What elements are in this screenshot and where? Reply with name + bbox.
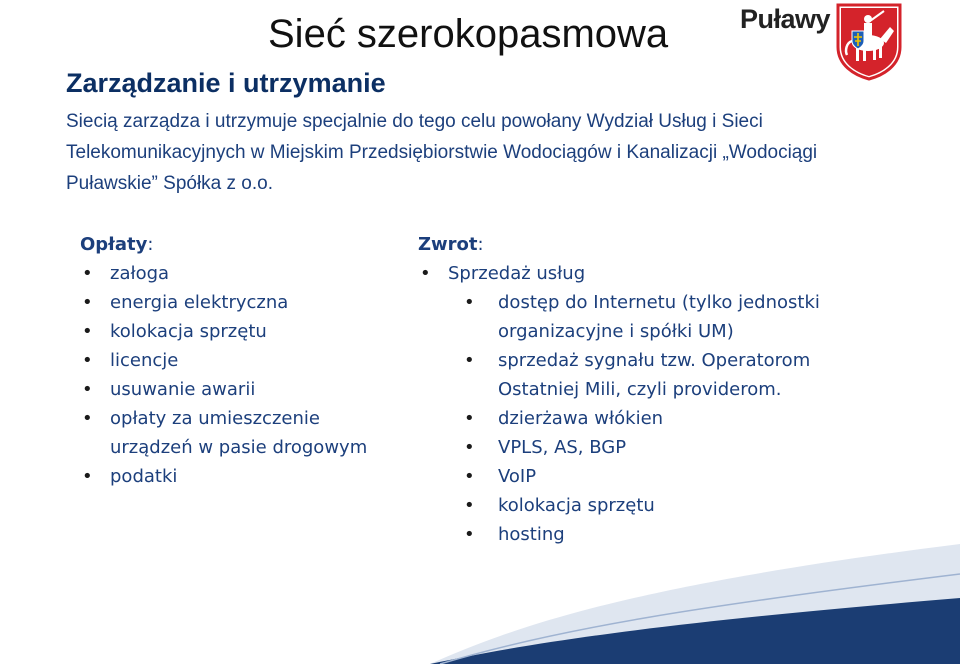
list-item: • sprzedaż sygnału tzw. Operatorom Ostatniej Mili, czyli providerom. [418,346,878,404]
list-item: • dzierżawa włókien [418,404,878,433]
list-item: • podatki [80,462,400,491]
fees-heading-colon: : [147,234,154,255]
decorative-wave [0,514,960,664]
list-item: • dostęp do Internetu (tylko jednostki organizacyjne i spółki UM) [418,288,878,346]
list-item: • licencje [80,346,400,375]
list-item: • usuwanie awarii [80,375,400,404]
pulawy-crest-icon [836,3,902,81]
returns-sub-list [418,288,878,549]
returns-heading [418,230,878,259]
list-item: • opłaty za umieszczenie urządzeń w pasie drogowym [80,404,400,462]
intro-paragraph: Siecią zarządza i utrzymuje specjalnie do tego celu powołany Wydział Usług i Sieci Telekomunikacyjnych w Miejskim Przedsiębiorstwie Wodociągów i Kanalizacji „Wodociągi Puławskie” Spółka z o.o. [66,111,818,194]
list-item [418,259,878,288]
section-subtitle: Zarządzanie i utrzymanie [66,68,386,98]
returns-column [418,230,878,549]
list-item: • kolokacja sprzętu [418,491,878,520]
list-item: • VoIP [418,462,878,491]
slide-title: Sieć szerokopasmowa [268,12,669,56]
list-item: • kolokacja sprzętu [80,317,400,346]
returns-list [418,259,878,288]
list-item: • energia elektryczna [80,288,400,317]
fees-column [80,230,400,491]
returns-heading-label: Zwrot [418,234,478,255]
fees-heading [80,230,400,259]
returns-heading-colon: : [477,234,484,255]
fees-heading-label: Opłaty [80,234,148,255]
list-item: • hosting [418,520,878,549]
list-item: • załoga [80,259,400,288]
returns-main-item: Sprzedaż usług [448,263,586,284]
list-item: • VPLS, AS, BGP [418,433,878,462]
city-logo-text: Puławy [740,4,831,34]
fees-list [80,259,400,491]
